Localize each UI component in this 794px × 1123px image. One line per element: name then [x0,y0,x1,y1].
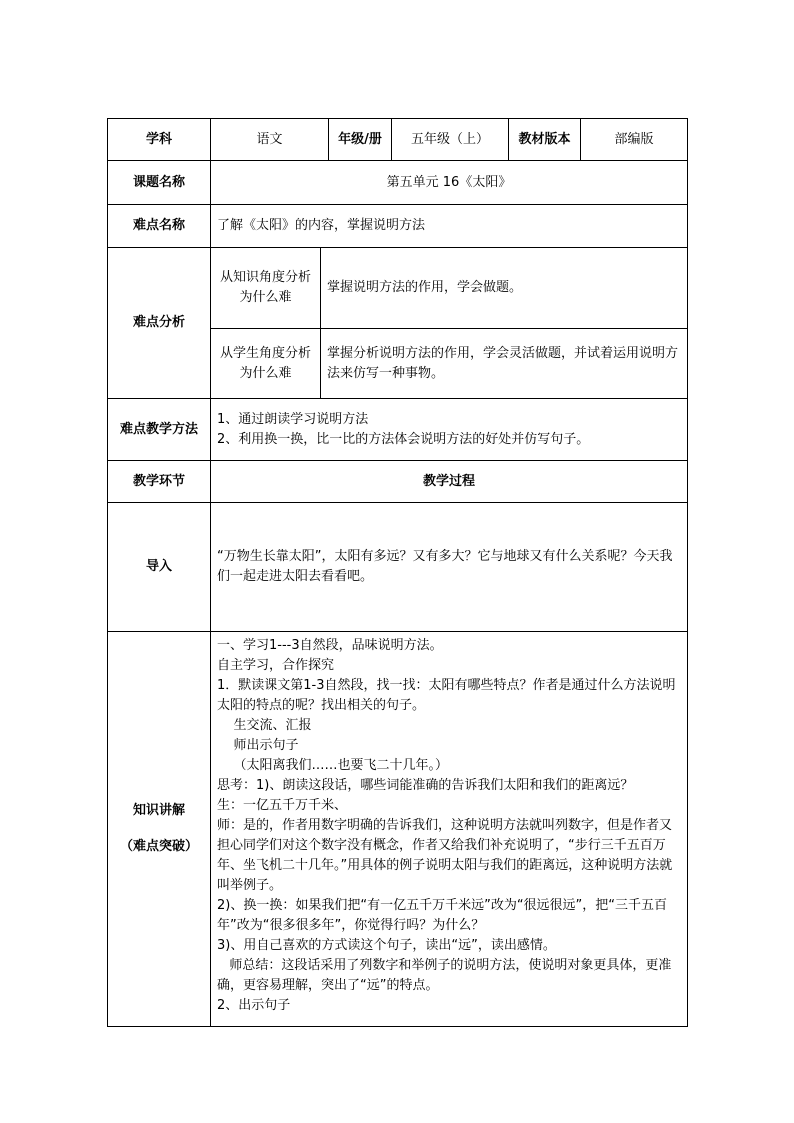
analysis-label: 难点分析 [108,248,211,399]
grade-value: 五年级（上） [392,119,509,161]
knowledge-line-4: 生交流、汇报 [217,718,312,733]
student-angle-label: 从学生角度分析为什么难 [211,329,321,399]
intro-row [108,503,688,632]
knowledge-content [211,632,688,1027]
intro-label: 导入 [108,503,211,632]
header-row [108,119,688,161]
subject-value: 语文 [211,119,329,161]
knowledge-line-7: 思考：1)、朗读这段话，哪些词能准确的告诉我们太阳和我们的距离远？ [217,778,634,793]
grade-label: 年级/册 [329,119,392,161]
knowledge-line-9: 师：是的，作者用数字明确的告诉我们，这种说明方法就叫列数字，但是作者又担心同学们对这个数字没有概念，作者又给我们补充说明了，“步行三千五百万年、坐飞机二十几年。”用具体的例子说明太阳与我们的距离远，这种说明方法就叫举例子。 [217,818,673,893]
lesson-label: 课题名称 [108,161,211,205]
knowledge-angle-value: 掌握说明方法的作用，学会做题。 [321,248,688,329]
knowledge-line-12: 师总结：这段话采用了列数字和举例子的说明方法，使说明对象更具体，更准确，更容易理解，突出了“远”的特点。 [217,958,672,993]
process-header-row [108,461,688,503]
difficulty-value: 了解《太阳》的内容，掌握说明方法 [211,205,688,248]
stage-label: 教学环节 [108,461,211,503]
methods-value [211,399,688,461]
knowledge-label: 知识讲解 [132,803,185,818]
edition-value: 部编版 [581,119,688,161]
student-angle-value: 掌握分析说明方法的作用，学会灵活做题，并试着运用说明方法来仿写一种事物。 [321,329,688,399]
lesson-row [108,161,688,205]
knowledge-line-11: 3)、用自己喜欢的方式读这个句子，读出“远”，读出感情。 [217,938,556,953]
knowledge-line-13: 2、出示句子 [217,998,291,1013]
knowledge-angle-label: 从知识角度分析为什么难 [211,248,321,329]
knowledge-row [108,632,688,1027]
knowledge-line-3: 1．默读课文第1-3自然段，找一找：太阳有哪些特点？作者是通过什么方法说明太阳的特点的呢？找出相关的句子。 [217,678,676,713]
intro-text: “万物生长靠太阳”，太阳有多远？又有多大？它与地球又有什么关系呢？今天我们一起走进太阳去看看吧。 [211,503,688,632]
knowledge-line-6: （太阳离我们……也要飞二十几年。） [217,758,449,773]
knowledge-line-5: 师出示句子 [217,738,299,753]
lesson-value: 第五单元 16《太阳》 [211,161,688,205]
process-label: 教学过程 [211,461,688,503]
knowledge-sublabel: （难点突破） [119,839,198,854]
knowledge-line-10: 2)、换一换：如果我们把“有一亿五千万千米远”改为“很远很远”，把“三千五百年”改为“很多很多年”，你觉得行吗？为什么？ [217,898,668,933]
difficulty-row [108,205,688,248]
analysis-row-knowledge [108,248,688,329]
knowledge-label-cell [108,632,211,1027]
subject-label: 学科 [108,119,211,161]
methods-row [108,399,688,461]
difficulty-label: 难点名称 [108,205,211,248]
knowledge-line-1: 一、学习1---3自然段，品味说明方法。 [217,638,443,653]
methods-line-1: 1、通过朗读学习说明方法 [217,411,369,427]
knowledge-line-8: 生：一亿五千万千米、 [217,798,348,813]
knowledge-line-2: 自主学习，合作探究 [217,658,335,673]
methods-label: 难点教学方法 [108,399,211,461]
edition-label: 教材版本 [509,119,581,161]
lesson-plan-table [107,118,688,1027]
methods-line-2: 2、利用换一换，比一比的方法体会说明方法的好处并仿写句子。 [217,431,590,447]
